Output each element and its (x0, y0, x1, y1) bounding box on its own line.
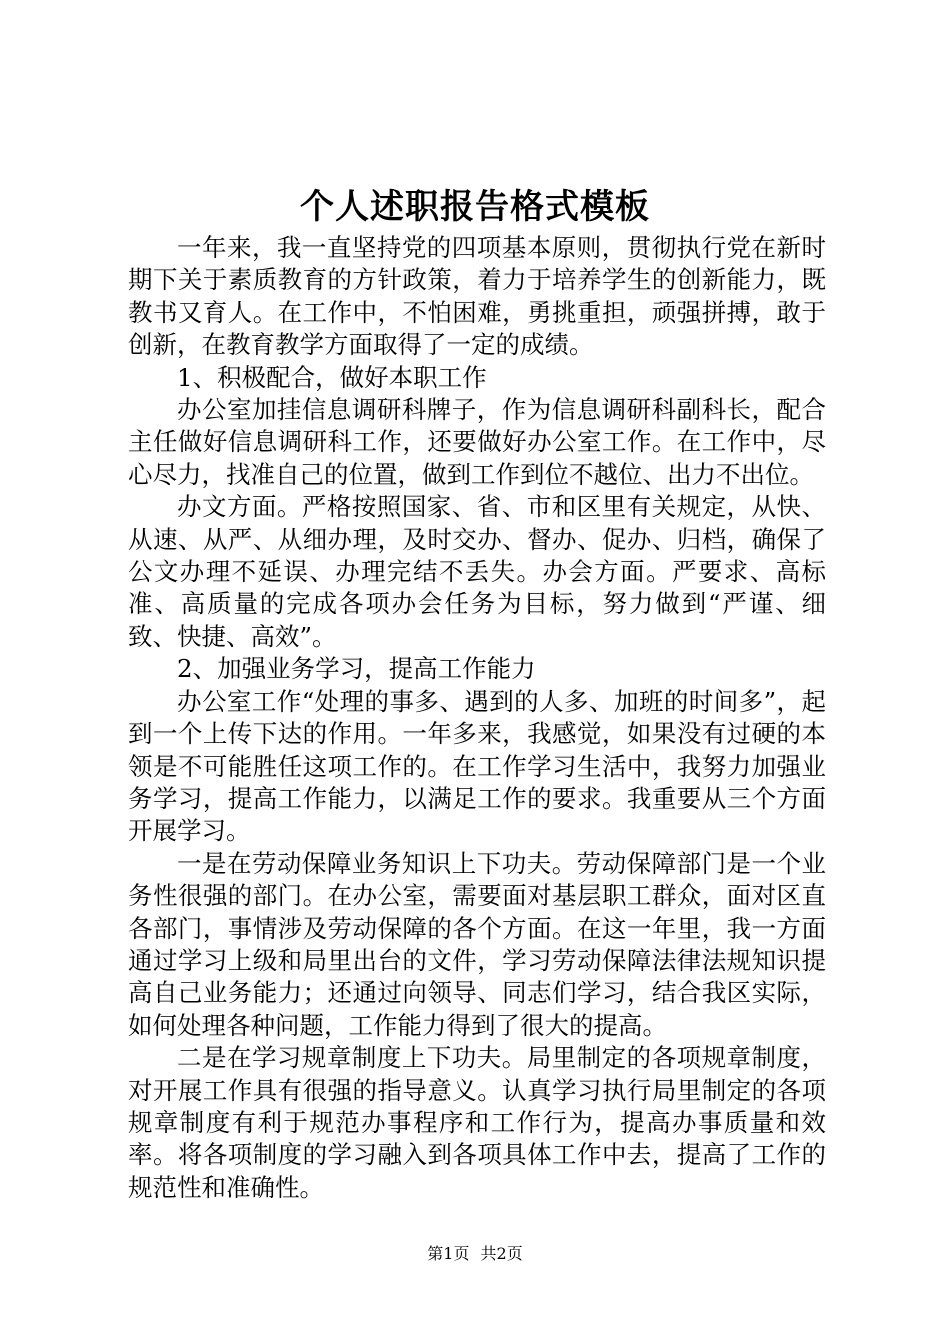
section-heading: 1、积极配合，做好本职工作 (177, 362, 487, 392)
page-total: 共2页 (480, 1244, 523, 1263)
document-title: 个人述职报告格式模板 (300, 187, 650, 227)
page-number: 第1页 (427, 1244, 470, 1263)
document-body (128, 232, 826, 1204)
paragraph: 办公室加挂信息调研科牌子，作为信息调研科副科长，配合主任做好信息调研科工作，还要做好办公室工作。在工作中，尽心尽力，找准自己的位置，做到工作到位不越位、出力不出位。 (128, 395, 826, 489)
paragraph: 办文方面。严格按照国家、省、市和区里有关规定，从快、从速、从严、从细办理，及时交办、督办、促办、归档，确保了公文办理不延误、办理完结不丢失。办会方面。严要求、高标准、高质量的完成各项办会任务为目标，努力做到“严谨、细致、快捷、高效”。 (128, 492, 826, 651)
section-heading: 2、加强业务学习，提高工作能力 (177, 654, 536, 684)
paragraph: 二是在学习规章制度上下功夫。局里制定的各项规章制度，对开展工作具有很强的指导意义。认真学习执行局里制定的各项规章制度有利于规范办事程序和工作行为，提高办事质量和效率。将各项制度的学习融入到各项具体工作中去，提高了工作的规范性和准确性。 (128, 1043, 826, 1202)
page-footer (0, 1242, 950, 1266)
paragraph: 一年来，我一直坚持党的四项基本原则，贯彻执行党在新时期下关于素质教育的方针政策，着力于培养学生的创新能力，既教书又育人。在工作中，不怕困难，勇挑重担，顽强拼搏，敢于创新，在教育教学方面取得了一定的成绩。 (128, 233, 826, 360)
paragraph: 办公室工作“处理的事多、遇到的人多、加班的时间多”，起到一个上传下达的作用。一年多来，我感觉，如果没有过硬的本领是不可能胜任这项工作的。在工作学习生活中，我努力加强业务学习，提高工作能力，以满足工作的要求。我重要从三个方面开展学习。 (128, 686, 826, 846)
paragraph: 一是在劳动保障业务知识上下功夫。劳动保障部门是一个业务性很强的部门。在办公室，需要面对基层职工群众，面对区直各部门，事情涉及劳动保障的各个方面。在这一年里，我一方面通过学习上级和局里出台的文件，学习劳动保障法律法规知识提高自己业务能力；还通过向领导、同志们学习，结合我区实际，如何处理各种问题，工作能力得到了很大的提高。 (128, 848, 826, 1040)
